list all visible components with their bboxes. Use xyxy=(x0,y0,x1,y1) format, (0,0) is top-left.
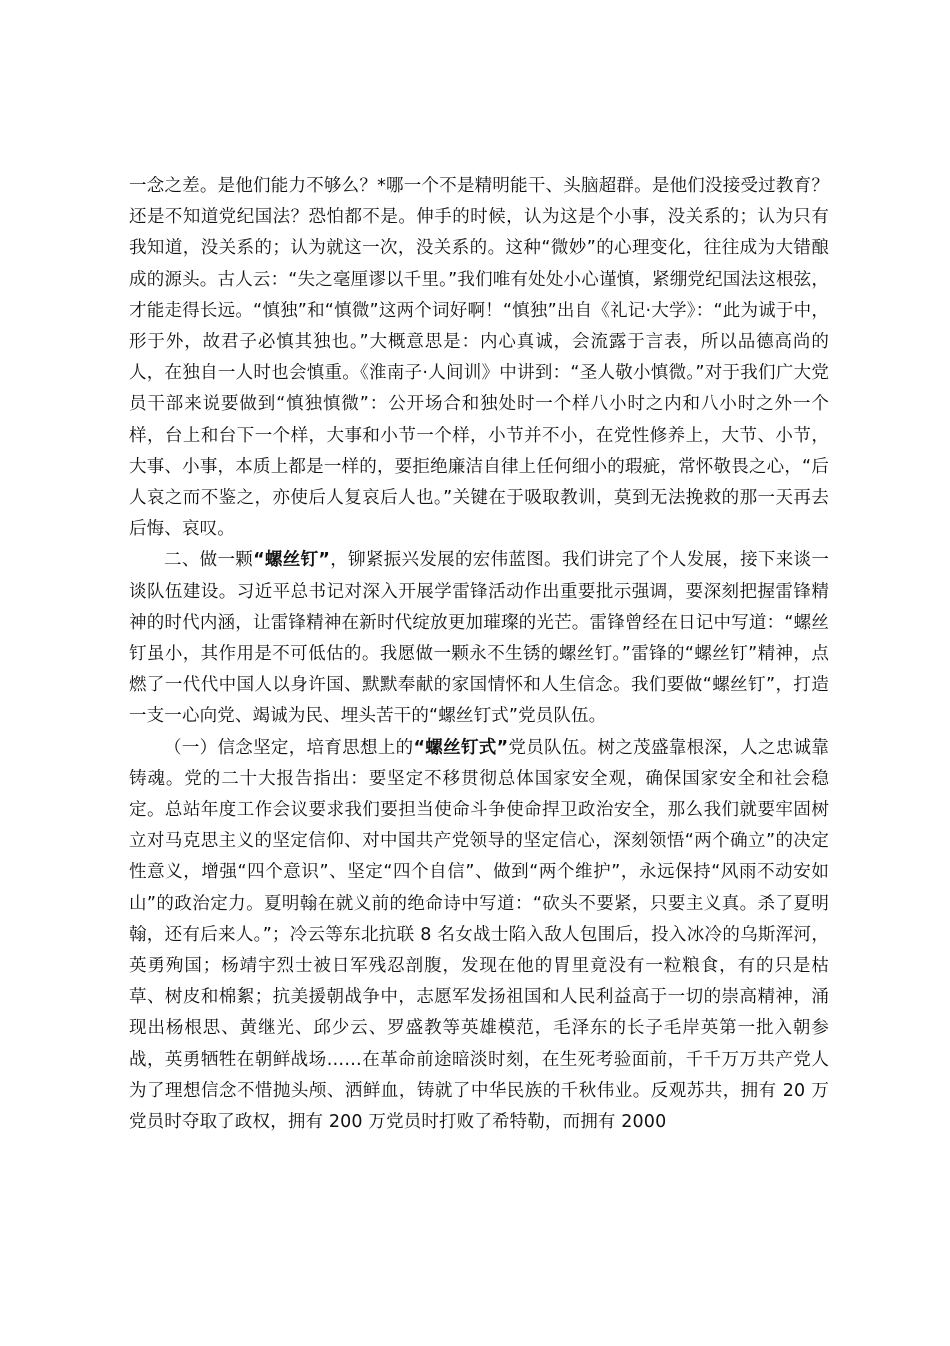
paragraph-3 xyxy=(129,733,829,1139)
subsection-heading-bold-term: “螺丝钉式” xyxy=(413,737,509,758)
paragraph-1 xyxy=(129,171,829,545)
document-body xyxy=(129,171,829,1138)
subsection-heading-prefix: （一）信念坚定，培育思想上的 xyxy=(164,737,414,758)
paragraph-1-text: 一念之差。是他们能力不够么？*哪一个不是精明能干、头脑超群。是他们没接受过教育？还是不知道党纪国法？恐怕都不是。伸手的时候，认为这是个小事，没关系的；认为只有我知道，没关系的；认为就这一次，没关系的。这种“微妙”的心理变化，往往成为大错酿成的源头。古人云：“失之毫厘谬以千里。”我们唯有处处小心谨慎，紧绷党纪国法这根弦，才能走得长远。“慎独”和“慎微”这两个词好啊！“慎独”出自《礼记·大学》：“此为诚于中，形于外，故君子必慎其独也。”大概意思是：内心真诚，会流露于言表，所以品德高尚的人，在独自一人时也会慎重。《淮南子·人间训》中讲到：“圣人敬小慎微。”对于我们广大党员干部来说要做到“慎独慎微”：公开场合和独处时一个样八小时之内和八小时之外一个样，台上和台下一个样，大事和小节一个样，小节并不小，在党性修养上，大节、小节，大事、小事，本质上都是一样的，要拒绝廉洁自律上任何细小的瑕疵，常怀敬畏之心，“后人哀之而不鉴之，亦使后人复哀后人也。”关键在于吸取教训，莫到无法挽救的那一天再去后悔、哀叹。 xyxy=(129,176,829,540)
paragraph-3-text: 党员队伍。树之茂盛靠根深，人之忠诚靠铸魂。党的二十大报告指出：要坚定不移贯彻总体国家安全观，确保国家安全和社会稳定。总站年度工作会议要求我们要担当使命斗争使命捍卫政治安全，那么我们就要牢固树立对马克思主义的坚定信仰、对中国共产党领导的坚定信心，深刻领悟“两个确立”的决定性意义，增强“四个意识”、坚定“四个自信”、做到“两个维护”，永远保持“风雨不动安如山”的政治定力。夏明翰在就义前的绝命诗中写道：“砍头不要紧，只要主义真。杀了夏明翰，还有后来人。”；冷云等东北抗联 8 名女战士陷入敌人包围后，投入冰冷的乌斯浑河，英勇殉国；杨靖宇烈士被日军残忍剖腹，发现在他的胃里竟没有一粒粮食，有的只是枯草、树皮和棉絮；抗美援朝战争中，志愿军发扬祖国和人民利益高于一切的崇高精神，涌现出杨根思、黄继光、邱少云、罗盛教等英雄模范，毛泽东的长子毛岸英第一批入朝参战，英勇牺牲在朝鲜战场……在革命前途暗淡时刻，在生死考验面前，千千万万共产党人为了理想信念不惜抛头颅、洒鲜血，铸就了中华民族的千秋伟业。反观苏共，拥有 20 万党员时夺取了政权，拥有 200 万党员时打败了希特勒，而拥有 2000 xyxy=(129,737,830,1133)
section-heading-prefix: 二、做一颗 xyxy=(164,550,254,571)
paragraph-2 xyxy=(129,545,829,732)
paragraph-2-text: ，铆紧振兴发展的宏伟蓝图。我们讲完了个人发展，接下来谈一谈队伍建设。习近平总书记对深入开展学雷锋活动作出重要批示强调，要深刻把握雷锋精神的时代内涵，让雷锋精神在新时代绽放更加璀璨的光芒。雷锋曾经在日记中写道：“螺丝钉虽小，其作用是不可低估的。我愿做一颗永不生锈的螺丝钉。”雷锋的“螺丝钉”精神，点燃了一代代中国人以身许国、默默奉献的家国情怀和人生信念。我们要做“螺丝钉”，打造一支一心向党、竭诚为民、埋头苦干的“螺丝钉式”党员队伍。 xyxy=(129,550,829,727)
section-heading-bold-term: “螺丝钉” xyxy=(253,550,331,571)
